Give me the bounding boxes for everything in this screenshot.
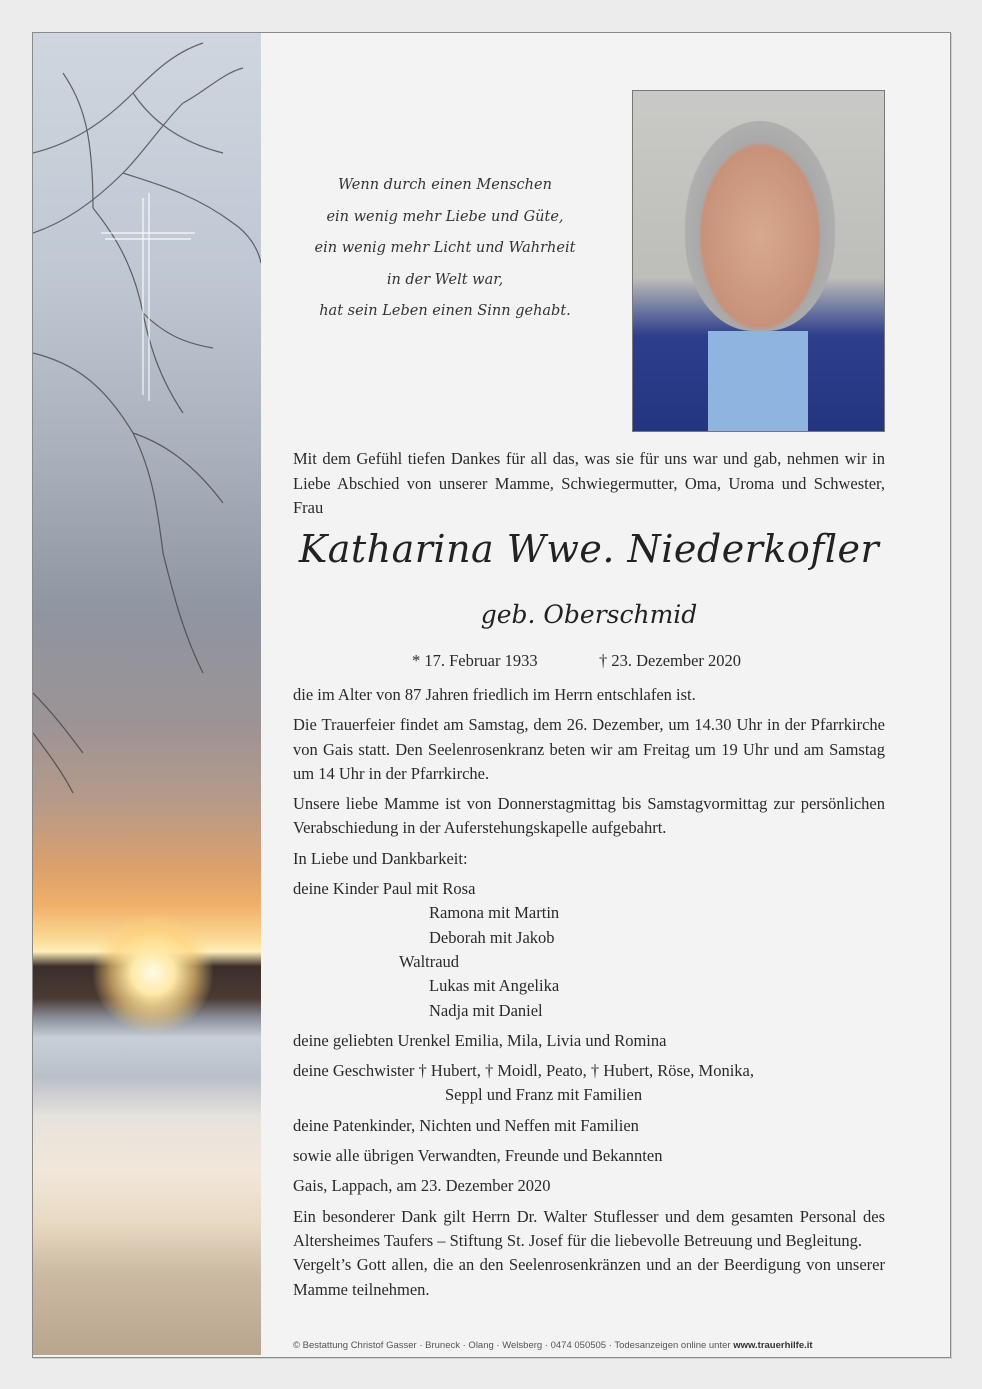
landscape-image — [33, 33, 261, 1355]
siblings-line: Seppl und Franz mit Familien — [445, 1085, 643, 1105]
cross-icon — [33, 33, 261, 1355]
children-line: Waltraud — [399, 951, 460, 971]
funeral-info: Die Trauerfeier findet am Samstag, dem 26. Dezember, um 14.30 Uhr in der Pfarrkirche von Gais statt. Den Seelenrosenkranz beten wir am Freitag um 19 Uhr und am Samstag um 14 Uhr in der Pfarrkirche. — [293, 715, 885, 783]
footer — [293, 1340, 893, 1351]
deceased-name: Katharina Wwe. Niederkofler — [298, 527, 880, 571]
children-line: Deborah mit Jakob — [429, 927, 555, 947]
children-line: Nadja mit Daniel — [429, 1000, 543, 1020]
quote-line: Wenn durch einen Menschen — [338, 177, 552, 193]
portrait-face — [685, 121, 835, 331]
place-date: Gais, Lappach, am 23. Dezember 2020 — [293, 1176, 551, 1196]
footer-text: © Bestattung Christof Gasser · Bruneck · Olang · Welsberg · 0474 050505 · Todesanzeigen online unter — [293, 1340, 731, 1351]
memorial-quote — [300, 170, 590, 328]
quote-line: ein wenig mehr Liebe und Güte, — [326, 208, 564, 225]
children-line: Lukas mit Angelika — [429, 976, 560, 996]
children-line: deine Kinder Paul mit Rosa — [293, 879, 476, 899]
portrait-blouse — [708, 331, 808, 431]
quote-line: in der Welt war, — [386, 271, 504, 288]
godchildren-line: deine Patenkinder, Nichten und Neffen mit Familien — [293, 1115, 639, 1135]
greatgrandchildren-line: deine geliebten Urenkel Emilia, Mila, Livia und Romina — [293, 1030, 667, 1050]
intro-text: Mit dem Gefühl tiefen Dankes für all das, was sie für uns war und gab, nehmen wir in Liebe Abschied von unserer Mamme, Schwiegermutter, Oma, Uroma und Schwester, Frau — [293, 449, 885, 517]
vergelts-text: Vergelt’s Gott allen, die an den Seelenrosenkränzen und an der Beerdigung von unserer Mamme teilnehmen. — [293, 1255, 885, 1299]
portrait-photo — [632, 90, 885, 432]
children-line: Ramona mit Martin — [429, 903, 560, 923]
siblings-line: deine Geschwister † Hubert, † Moidl, Peato, † Hubert, Röse, Monika, — [293, 1061, 755, 1081]
viewing-info: Unsere liebe Mamme ist von Donnerstagmittag bis Samstagvormittag zur persönlichen Verabschiedung in der Auferstehungskapelle aufgebahrt. — [293, 794, 885, 838]
quote-line: hat sein Leben einen Sinn gehabt. — [319, 303, 571, 319]
maiden-name: geb. Oberschmid — [480, 600, 698, 629]
notice-body — [293, 683, 885, 1302]
relatives-line: sowie alle übrigen Verwandten, Freunde und Bekannten — [293, 1146, 663, 1166]
thanks-text: Ein besonderer Dank gilt Herrn Dr. Walter Stuflesser und dem gesamten Personal des Altersheimes Taufers – Stiftung St. Josef für die liebevolle Betreuung und Begleitung. — [293, 1206, 885, 1250]
age-line: die im Alter von 87 Jahren friedlich im Herrn entschlafen ist. — [293, 685, 696, 704]
birth-date: * 17. Februar 1933 — [412, 651, 538, 670]
footer-link[interactable]: www.trauerhilfe.it — [733, 1340, 813, 1351]
quote-line: ein wenig mehr Licht und Wahrheit — [314, 240, 576, 256]
death-date: † 23. Dezember 2020 — [599, 651, 742, 670]
love-line: In Liebe und Dankbarkeit: — [293, 848, 468, 868]
